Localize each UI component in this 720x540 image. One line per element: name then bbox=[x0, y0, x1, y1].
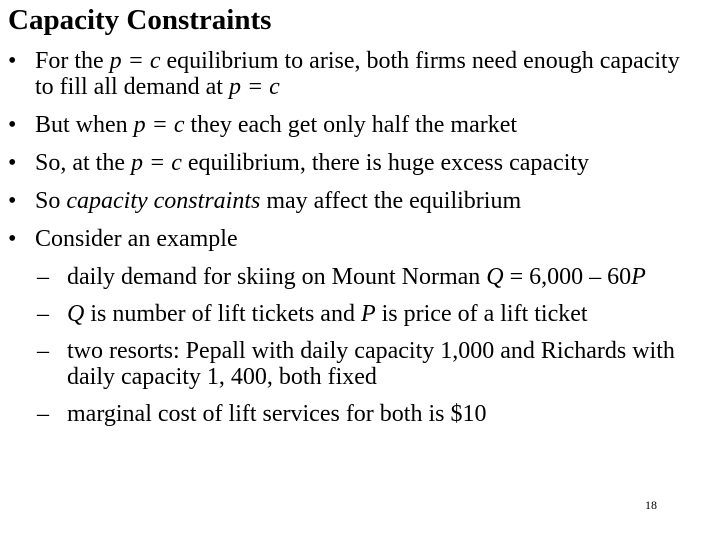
bullet-item: • Consider an example bbox=[8, 226, 238, 252]
bullet-item: • So, at the p = c equilibrium, there is huge excess capacity bbox=[8, 150, 590, 176]
sub-bullet-item: – Q is number of lift tickets and P is price of a lift ticket bbox=[37, 301, 588, 327]
bullet-marker: • bbox=[8, 150, 17, 176]
sub-bullet-item: – marginal cost of lift services for both is $10 bbox=[37, 401, 487, 427]
sub-bullet-marker: – bbox=[37, 264, 49, 290]
sub-bullet-item: – daily demand for skiing on Mount Norman Q = 6,000 – 60P bbox=[37, 264, 646, 290]
bullet-item: • For the p = c equilibrium to arise, both firms need enough capacity to fill all demand at p = c bbox=[8, 48, 680, 100]
bullet-marker: • bbox=[8, 48, 17, 74]
page-number: 18 bbox=[645, 498, 657, 512]
sub-bullet-marker: – bbox=[37, 401, 49, 427]
sub-bullet-marker: – bbox=[37, 301, 49, 327]
sub-bullet-item: – two resorts: Pepall with daily capacity 1,000 and Richards with daily capacity 1, 400, both fixed bbox=[37, 338, 675, 390]
bullet-marker: • bbox=[8, 188, 17, 214]
bullet-item: • But when p = c they each get only half the market bbox=[8, 112, 518, 138]
bullet-marker: • bbox=[8, 112, 17, 138]
bullet-list bbox=[0, 48, 720, 438]
bullet-marker: • bbox=[8, 226, 17, 252]
sub-bullet-marker: – bbox=[37, 338, 49, 364]
slide-title: Capacity Constraints bbox=[8, 4, 272, 36]
bullet-item: • So capacity constraints may affect the equilibrium bbox=[8, 188, 522, 214]
